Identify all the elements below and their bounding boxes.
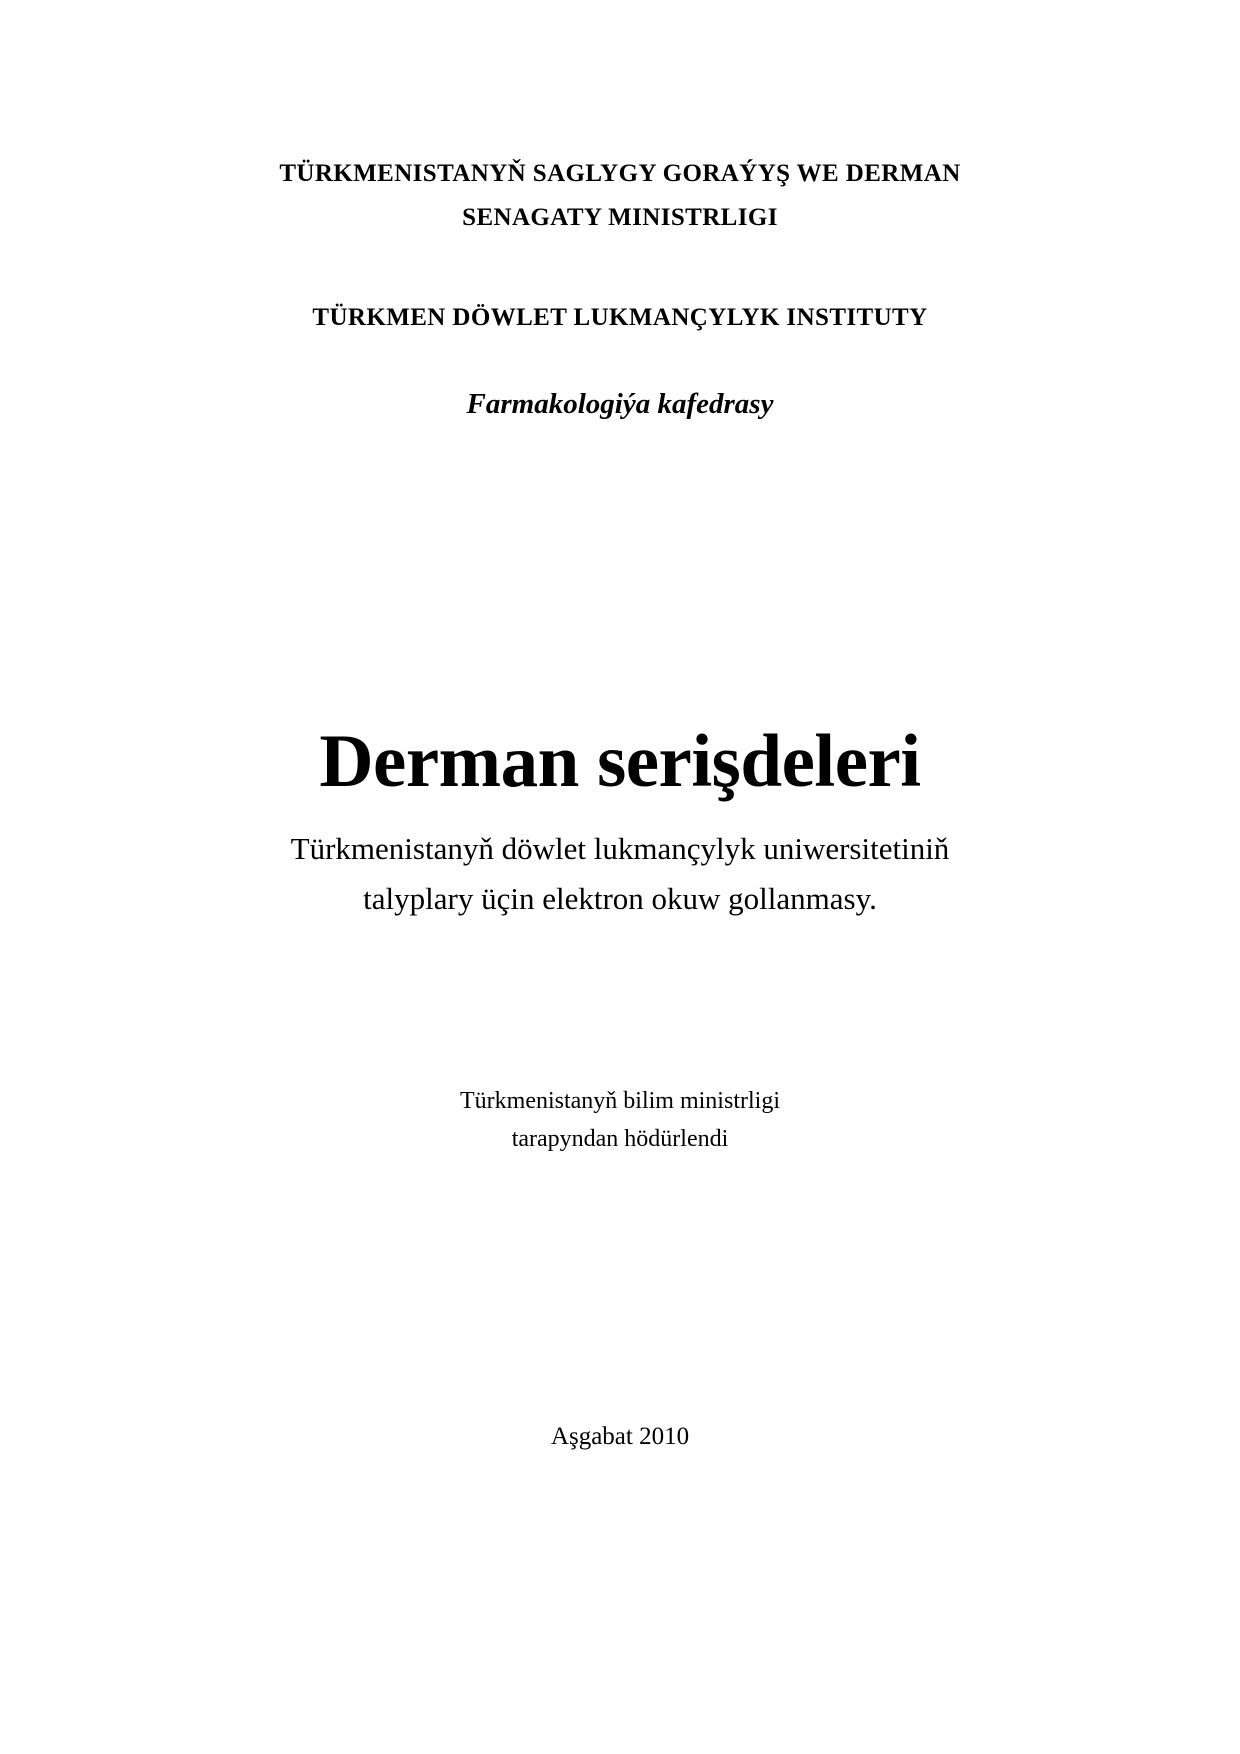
presented-by-line-1: Türkmenistanyň bilim ministrligi bbox=[460, 1088, 780, 1114]
presented-by-line-2: tarapyndan hödürlendi bbox=[511, 1126, 729, 1152]
subtitle-line-1: Türkmenistanyň döwlet lukmançylyk uniwersitetiniň bbox=[290, 831, 950, 866]
document-title-block bbox=[0, 718, 1240, 924]
place-and-year: Aşgabat 2010 bbox=[550, 1423, 690, 1450]
ministry-name-line-2: SENAGATY MINISTRLIGI bbox=[462, 204, 778, 231]
subtitle-line-2: talyplary üçin elektron okuw gollanmasy. bbox=[363, 881, 877, 916]
ministry-name-line-1: TÜRKMENISTANYŇ SAGLYGY GORAÝYŞ WE DERMAN bbox=[279, 160, 961, 187]
page-title: Derman serişdeleri bbox=[319, 720, 921, 803]
department-name: Farmakologiýa kafedrasy bbox=[466, 388, 774, 420]
document-header bbox=[0, 152, 1240, 426]
institute-name: TÜRKMEN DÖWLET LUKMANÇYLYK INSTITUTY bbox=[312, 304, 928, 331]
presented-by-block bbox=[0, 1082, 1240, 1158]
document-footer bbox=[0, 1420, 1240, 1454]
